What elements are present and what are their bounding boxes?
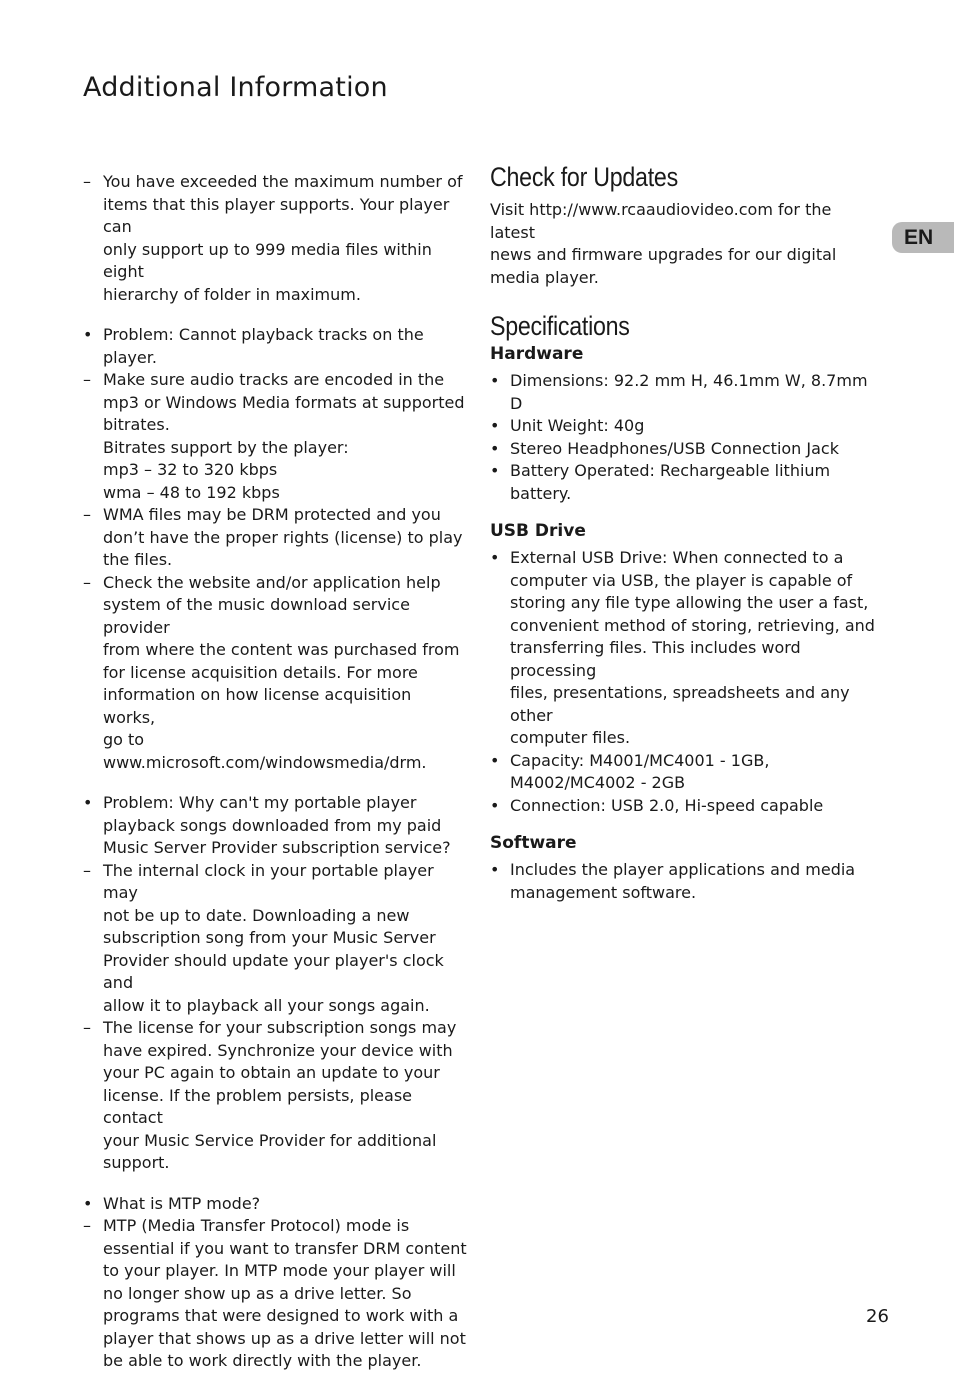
text-line: for license acquisition details. For more <box>103 662 418 682</box>
dash-marker: – <box>83 370 91 389</box>
list-item <box>83 1215 468 1373</box>
text-line: Music Server Provider subscription service? <box>103 838 451 857</box>
text-line: no longer show up as a drive letter. So <box>103 1283 412 1303</box>
dash-marker: – <box>83 1216 91 1235</box>
text-line: battery. <box>510 483 572 503</box>
bullet-marker: • <box>490 795 500 815</box>
text-line: go to www.microsoft.com/windowsmedia/drm. <box>103 730 427 772</box>
text-line: the files. <box>103 550 173 569</box>
text-line: subscription song from your Music Server <box>103 928 436 947</box>
text-line: management software. <box>510 882 697 902</box>
item-text <box>103 171 468 306</box>
text-line: Problem: Why can't my portable player <box>103 793 417 812</box>
list-item <box>490 370 880 415</box>
specifications-title: Specifications <box>490 311 630 341</box>
dash-marker: – <box>83 172 91 191</box>
updates-title: Check for Updates <box>490 162 678 192</box>
text-line: M4002/MC4002 - 2GB <box>510 773 686 792</box>
dash-marker: – <box>83 572 91 592</box>
faq-group <box>83 792 468 1175</box>
faq-group <box>83 1193 468 1373</box>
usb-drive-heading: USB Drive <box>490 521 586 541</box>
text-line: playback songs downloaded from my paid <box>103 815 442 835</box>
hardware-heading: Hardware <box>490 344 584 364</box>
item-text <box>103 504 468 572</box>
item-text <box>103 792 468 860</box>
text-line: MTP (Media Transfer Protocol) mode is <box>103 1216 410 1235</box>
text-line: system of the music download service provider <box>103 595 410 637</box>
list-item <box>83 1193 468 1216</box>
text-line: Make sure audio tracks are encoded in the <box>103 370 445 389</box>
text-line: WMA files may be DRM protected and you <box>103 505 441 524</box>
text-line: Dimensions: 92.2 mm H, 46.1mm W, 8.7mm D <box>510 371 868 413</box>
updates-section <box>490 162 880 289</box>
text-line: your PC again to obtain an update to your <box>103 1063 440 1082</box>
text-line: allow it to playback all your songs again. <box>103 995 430 1015</box>
software-heading: Software <box>490 833 577 853</box>
text-line: wma – 48 to 192 kbps <box>103 482 280 502</box>
troubleshooting-column <box>83 171 468 1373</box>
bullet-marker: • <box>490 548 500 567</box>
text-line: You have exceeded the maximum number of <box>103 172 463 191</box>
bullet-marker: • <box>490 371 500 390</box>
text-line: Connection: USB 2.0, Hi-speed capable <box>510 795 824 815</box>
text-line: Unit Weight: 40g <box>510 416 645 435</box>
text-line: files, presentations, spreadsheets and any other <box>510 683 850 725</box>
bullet-marker: • <box>490 860 500 879</box>
text-line: Visit http://www.rcaaudiovideo.com for the latest <box>490 200 832 242</box>
text-line: to your player. In MTP mode your player will <box>103 1261 456 1280</box>
text-line: from where the content was purchased from <box>103 640 460 659</box>
faq-group <box>83 171 468 306</box>
text-line: information on how license acquisition works, <box>103 685 412 727</box>
text-line: What is MTP mode? <box>103 1193 261 1213</box>
item-text <box>103 1017 468 1175</box>
text-line: storing any file type allowing the user a fast, <box>510 593 869 612</box>
dash-marker: – <box>83 860 91 880</box>
item-text <box>510 547 880 750</box>
list-item <box>83 572 468 775</box>
text-line: media player. <box>490 267 599 287</box>
software-block <box>490 833 880 904</box>
page-title: Additional Information <box>83 72 388 103</box>
bullet-marker: • <box>490 750 500 770</box>
text-line: Capacity: M4001/MC4001 - 1GB, <box>510 750 770 770</box>
text-line: Problem: Cannot playback tracks on the player. <box>103 325 424 367</box>
page-number: 26 <box>866 1306 889 1327</box>
text-line: Battery Operated: Rechargeable lithium <box>510 461 831 480</box>
item-text <box>103 860 468 1018</box>
list-item <box>83 860 468 1018</box>
dash-marker: – <box>83 505 91 524</box>
list-item <box>490 795 880 818</box>
text-line: transferring files. This includes word processing <box>510 638 801 680</box>
right-column <box>490 162 880 918</box>
list-item <box>490 750 880 795</box>
text-line: computer files. <box>510 728 631 747</box>
text-line: The internal clock in your portable player may <box>103 860 434 902</box>
list-item <box>490 547 880 750</box>
item-text <box>103 369 468 504</box>
item-text <box>510 859 880 904</box>
text-line: computer via USB, the player is capable of <box>510 570 853 590</box>
bullet-marker: • <box>490 461 500 480</box>
text-line: The license for your subscription songs may <box>103 1018 457 1037</box>
item-text <box>510 460 880 505</box>
specifications-section <box>490 311 880 904</box>
usb-drive-block <box>490 521 880 817</box>
item-text <box>103 1193 468 1216</box>
text-line: Check the website and/or application help <box>103 572 441 592</box>
text-line: Provider should update your player's clock and <box>103 950 444 992</box>
list-item <box>490 460 880 505</box>
text-line: player that shows up as a drive letter will not <box>103 1328 466 1348</box>
faq-group <box>83 324 468 774</box>
text-line: mp3 or Windows Media formats at supported <box>103 392 465 412</box>
text-line: hierarchy of folder in maximum. <box>103 284 361 304</box>
list-item <box>490 438 880 461</box>
text-line: bitrates. <box>103 415 170 434</box>
text-line: convenient method of storing, retrieving, and <box>510 615 875 635</box>
text-line: Includes the player applications and media <box>510 860 856 879</box>
dash-marker: – <box>83 1018 91 1037</box>
bullet-marker: • <box>490 438 500 458</box>
text-line: Stereo Headphones/USB Connection Jack <box>510 438 839 458</box>
updates-text <box>490 199 880 289</box>
item-text <box>103 572 468 775</box>
list-item <box>83 369 468 504</box>
text-line: only support up to 999 media files within eight <box>103 239 432 281</box>
list-item <box>83 171 468 306</box>
bullet-marker: • <box>490 416 500 435</box>
list-item <box>83 1017 468 1175</box>
text-line: External USB Drive: When connected to a <box>510 548 844 567</box>
text-line: mp3 – 32 to 320 kbps <box>103 460 278 479</box>
text-line: news and firmware upgrades for our digital <box>490 245 837 264</box>
text-line: Bitrates support by the player: <box>103 437 349 457</box>
text-line: license. If the problem persists, please contact <box>103 1085 412 1127</box>
text-line: programs that were designed to work with a <box>103 1306 459 1325</box>
item-text <box>510 750 880 795</box>
text-line: essential if you want to transfer DRM content <box>103 1238 467 1258</box>
hardware-block <box>490 344 880 505</box>
list-item <box>83 504 468 572</box>
text-line: be able to work directly with the player. <box>103 1351 422 1370</box>
language-tab: EN <box>892 222 954 253</box>
list-item <box>83 792 468 860</box>
list-item <box>490 859 880 904</box>
text-line: not be up to date. Downloading a new <box>103 905 410 925</box>
item-text <box>103 1215 468 1373</box>
text-line: your Music Service Provider for additional <box>103 1130 437 1150</box>
bullet-marker: • <box>83 793 93 812</box>
list-item <box>490 415 880 438</box>
text-line: items that this player supports. Your player can <box>103 194 450 236</box>
bullet-marker: • <box>83 325 93 344</box>
item-text <box>103 324 468 369</box>
text-line: support. <box>103 1153 170 1172</box>
text-line: have expired. Synchronize your device with <box>103 1040 453 1060</box>
bullet-marker: • <box>83 1193 93 1213</box>
text-line: don’t have the proper rights (license) to play <box>103 527 463 547</box>
list-item <box>83 324 468 369</box>
